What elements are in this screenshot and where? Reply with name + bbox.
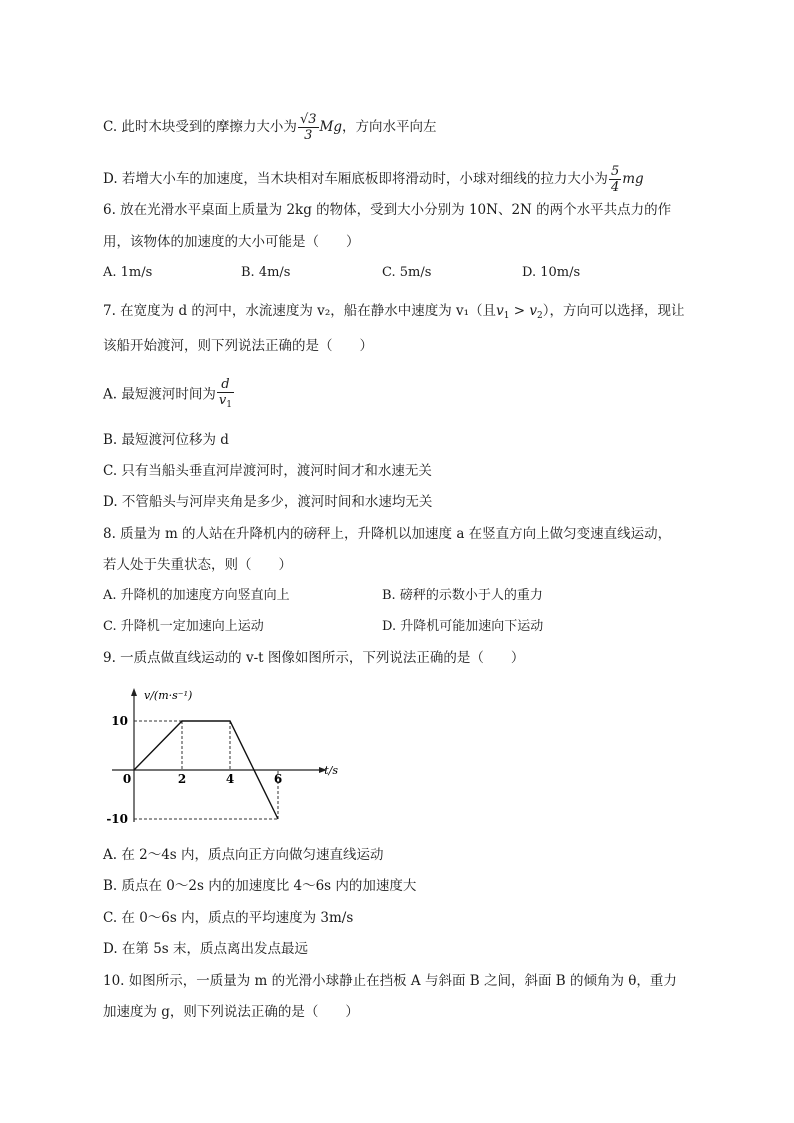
q8-option-a: A. 升降机的加速度方向竖直向上 [103, 588, 290, 603]
x-tick-4: 4 [225, 772, 235, 786]
q9-option-a: A. 在 2～4s 内，质点向正方向做匀速直线运动 [103, 847, 384, 863]
q10-stem-line2: 加速度为 g，则下列说法正确的是（ ） [103, 1004, 359, 1020]
q9-option-c: C. 在 0～6s 内，质点的平均速度为 3m/s [103, 910, 354, 926]
q7-option-d: D. 不管船头与河岸夹角是多少，渡河时间和水速均无关 [103, 494, 433, 510]
q7-option-c: C. 只有当船头垂直河岸渡河时，渡河时间才和水速无关 [103, 463, 432, 479]
q7-stem-line1: 7. 在宽度为 d 的河中，水流速度为 v₂，船在静水中速度为 v₁（且$v_1 > v_2$），方向可以选择，现让 [103, 303, 685, 321]
fraction-sqrt3-over-3: $\frac{√3}{3}$ [299, 112, 317, 143]
fraction-5-over-4: $\frac{5}{4}$ [610, 164, 620, 195]
q8-option-d: D. 升降机可能加速向下运动 [382, 619, 544, 634]
q8-stem-line2: 若人处于失重状态，则（ ） [103, 557, 292, 573]
q9-option-b: B. 质点在 0～2s 内的加速度比 4～6s 内的加速度大 [103, 878, 417, 894]
y-tick--10: -10 [106, 812, 128, 826]
x-tick-6: 6 [273, 772, 283, 786]
q6-option-c: C. 5m/s [382, 265, 432, 280]
q6-stem-line1: 6. 放在光滑水平桌面上质量为 2kg 的物体，受到大小分别为 10N、2N 的两个水平共点力的作 [103, 202, 672, 218]
q7-option-a: A. 最短渡河时间为 $\frac{d}{v_1}$ [103, 377, 235, 413]
q8-option-c: C. 升降机一定加速向上运动 [103, 619, 264, 634]
q6-option-d: D. 10m/s [522, 265, 581, 280]
y-axis-arrow [131, 688, 137, 696]
fraction-d-over-v1: $\frac{d}{v_1}$ [218, 377, 232, 410]
q5-option-d: D. 若增大小车的加速度，当木块相对车厢底板即将滑动时，小球对细线的拉力大小为 $\frac{5}{4}$ mg [103, 164, 644, 195]
q6-option-a: A. 1m/s [103, 265, 153, 280]
q7-stem-line2: 该船开始渡河，则下列说法正确的是（ ） [103, 338, 373, 354]
y-tick-10: 10 [111, 714, 128, 728]
x-axis-label: t/s [324, 764, 338, 777]
q6-option-b: B. 4m/s [241, 265, 291, 280]
q7-option-b: B. 最短渡河位移为 d [103, 432, 229, 448]
q5-option-c: C. 此时木块受到的摩擦力大小为 $\frac{√3}{3}$ Mg，方向水平向左 [103, 112, 437, 143]
q9-stem: 9. 一质点做直线运动的 v-t 图像如图所示，下列说法正确的是（ ） [103, 650, 525, 666]
vt-graph [100, 684, 340, 834]
y-axis-label: v/(m·s⁻¹) [144, 689, 193, 702]
q9-option-d: D. 在第 5s 末，质点离出发点最远 [103, 941, 309, 957]
q10-stem-line1: 10. 如图所示，一质量为 m 的光滑小球静止在挡板 A 与斜面 B 之间，斜面 B 的倾角为 θ，重力 [103, 973, 677, 989]
q6-stem-line2: 用，该物体的加速度的大小可能是（ ） [103, 234, 360, 250]
x-tick-2: 2 [177, 772, 187, 786]
x-tick-0: 0 [122, 772, 132, 786]
q8-option-b: B. 磅秤的示数小于人的重力 [382, 588, 543, 603]
q8-stem-line1: 8. 质量为 m 的人站在升降机内的磅秤上，升降机以加速度 a 在竖直方向上做匀变速直线运动， [103, 526, 672, 542]
